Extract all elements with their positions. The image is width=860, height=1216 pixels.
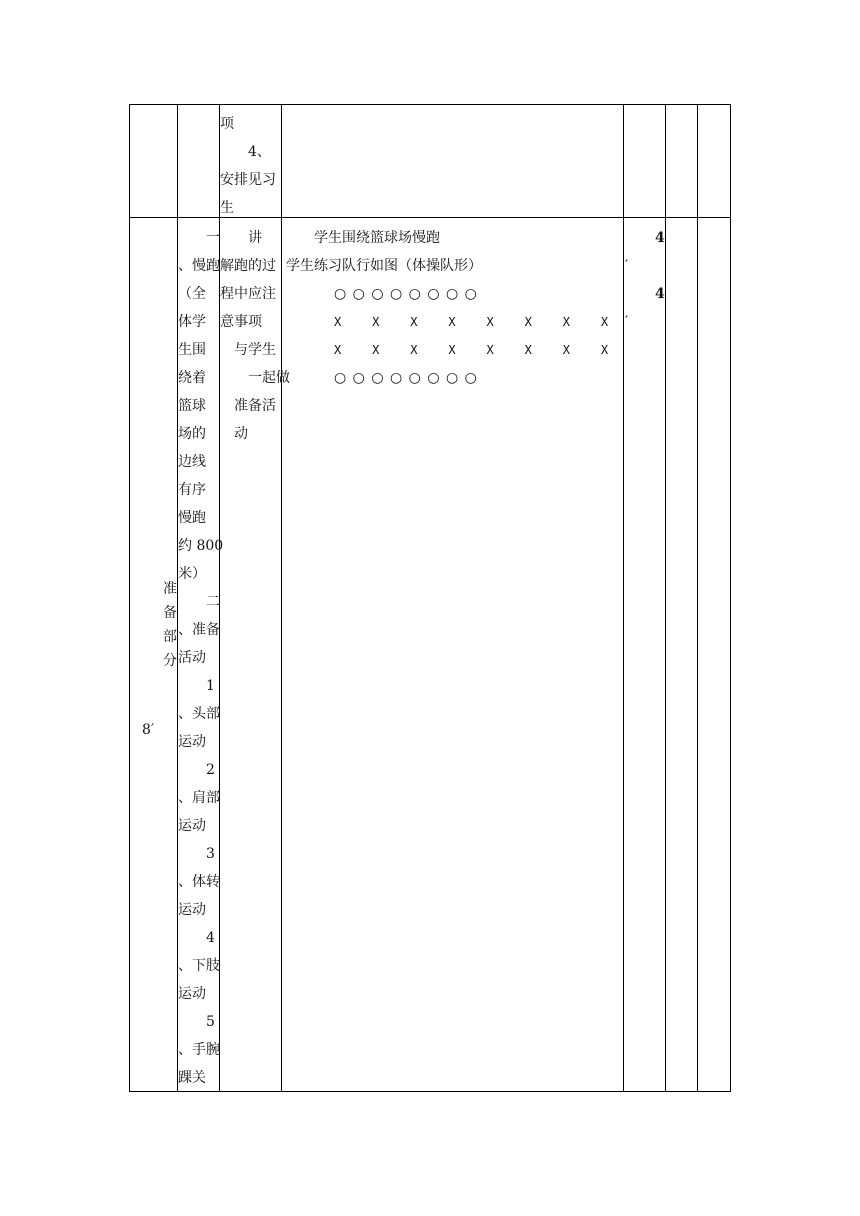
section-label (163, 577, 177, 673)
text-line: 、慢跑 (178, 258, 220, 274)
section-time: 8′ (142, 722, 155, 738)
text-line: 、下肢 (178, 958, 220, 974)
text-line: 篮球 (178, 398, 206, 414)
row1-organization-text (220, 110, 276, 222)
teacher-activity (220, 224, 290, 448)
text-line: 解跑的过 (220, 258, 276, 274)
section-char: 分 (163, 653, 177, 669)
text-line: 踝关 (178, 1070, 206, 1086)
formation-row-x: X X X X X X X X (334, 343, 609, 357)
text-line: 讲 (220, 230, 262, 246)
text-line: 5 (178, 1014, 215, 1030)
time-mark: ′ (625, 258, 629, 274)
text-line: 一 (178, 230, 220, 246)
content-column (178, 224, 223, 1092)
text-line: 、肩部 (178, 790, 220, 806)
time-mark: ′ (625, 314, 629, 330)
formation-diagram (334, 280, 609, 392)
section-char: 部 (163, 629, 177, 645)
text-line: 意事项 (220, 314, 262, 330)
text-line: 米） (178, 566, 206, 582)
text-line: 场的 (178, 426, 206, 442)
text-line: 、体转 (178, 874, 220, 890)
text-line: 、头部 (178, 706, 220, 722)
section-char: 备 (163, 605, 177, 621)
text-line: 与学生 (220, 342, 276, 358)
text-line: 学生练习队行如图（体操队形） (286, 258, 482, 274)
col-line-7 (730, 104, 731, 1092)
formation-row-circles: ○ ○ ○ ○ ○ ○ ○ ○ (334, 370, 478, 386)
text-line: 安排见习 (220, 172, 276, 188)
col-line-6 (697, 104, 698, 1092)
text-line: 体学 (178, 314, 206, 330)
col-line-5 (665, 104, 666, 1092)
text-line: 活动 (178, 650, 206, 666)
text-line: 、准备 (178, 622, 220, 638)
text-line: 学生围绕篮球场慢跑 (286, 230, 440, 246)
text-line: 运动 (178, 734, 206, 750)
formation-row-circles: ○ ○ ○ ○ ○ ○ ○ ○ (334, 286, 478, 302)
text-line: 运动 (178, 902, 206, 918)
time-mark: 4 (655, 286, 665, 302)
text-line: 动 (220, 426, 248, 442)
text-line: 运动 (178, 818, 206, 834)
text-line: 3 (178, 846, 215, 862)
text-line: 慢跑 (178, 510, 206, 526)
student-activity (286, 224, 482, 280)
text-line: 一起做 (220, 370, 290, 386)
text-line: （全 (178, 286, 206, 302)
text-line: 生 (220, 200, 234, 216)
text-line: 、手腕 (178, 1042, 220, 1058)
col-line-4 (623, 104, 624, 1092)
text-line: 准备活 (220, 398, 276, 414)
text-line: 1 (178, 678, 215, 694)
col-line-0 (129, 104, 130, 1092)
text-line: 4 (178, 930, 215, 946)
text-line: 约 800 (178, 538, 224, 554)
text-line: 运动 (178, 986, 206, 1002)
text-line: 2 (178, 762, 215, 778)
text-line: 程中应注 (220, 286, 276, 302)
text-line: 二 (178, 594, 220, 610)
text-line: 项 (220, 116, 234, 132)
text-line: 绕着 (178, 370, 206, 386)
text-line: 有序 (178, 482, 206, 498)
text-line: 边线 (178, 454, 206, 470)
formation-row-x: X X X X X X X X (334, 315, 609, 329)
time-mark: 4 (655, 230, 665, 246)
text-line: 4、 (220, 144, 271, 160)
section-char: 准 (163, 581, 177, 597)
text-line: 生围 (178, 342, 206, 358)
